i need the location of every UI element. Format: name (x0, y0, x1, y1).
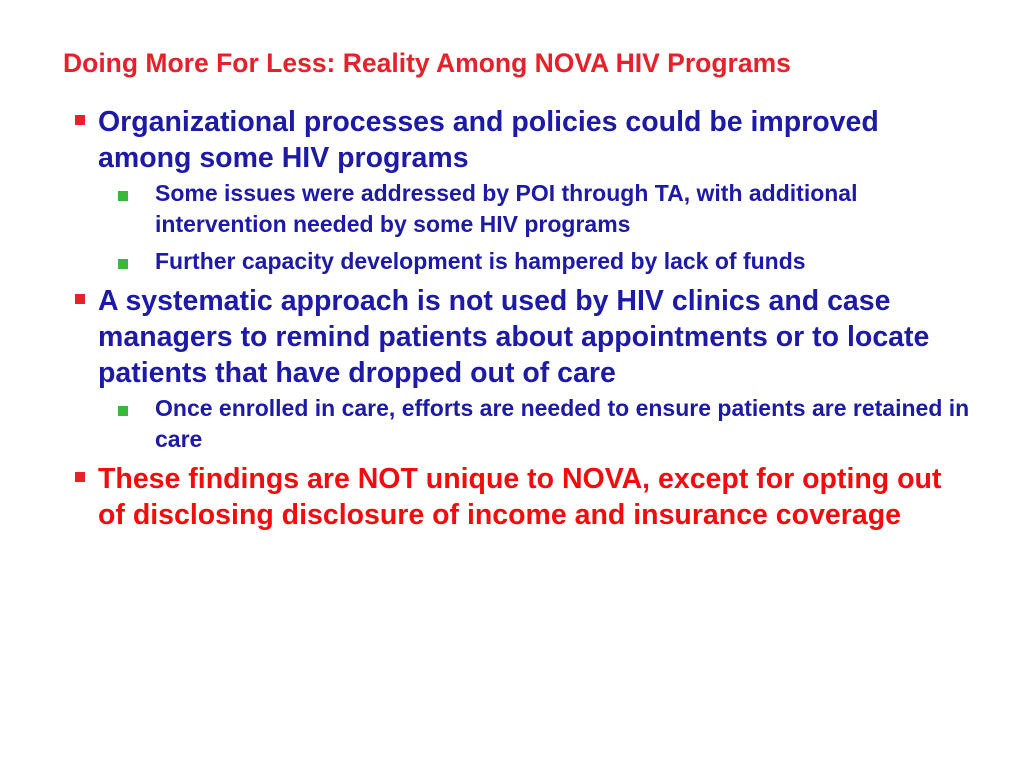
bullet-text: Organizational processes and policies could be improved among some HIV programs (98, 106, 879, 174)
square-bullet-icon (118, 406, 128, 416)
slide-title: Doing More For Less: Reality Among NOVA HIV Programs (63, 48, 791, 78)
bullet-item (70, 104, 970, 277)
square-bullet-icon (118, 191, 128, 201)
sub-bullet-item (98, 393, 970, 455)
sub-bullet-text: Some issues were addressed by POI through TA, with additional intervention needed by some HIV programs (155, 180, 858, 237)
bullet-text: A systematic approach is not used by HIV clinics and case managers to remind patients about appointments or to locate patients that have dropped out of care (98, 285, 930, 389)
square-bullet-icon (118, 259, 128, 269)
square-bullet-icon (75, 115, 85, 125)
sub-bullet-list (98, 393, 970, 455)
bullet-list (70, 104, 970, 535)
sub-bullet-text: Once enrolled in care, efforts are needed to ensure patients are retained in care (155, 395, 970, 452)
square-bullet-icon (75, 472, 85, 482)
sub-bullet-text: Further capacity development is hampered by lack of funds (155, 248, 806, 274)
sub-bullet-list (98, 178, 970, 277)
square-bullet-icon (75, 294, 85, 304)
bullet-item (70, 283, 970, 455)
bullet-text: These findings are NOT unique to NOVA, except for opting out of disclosing disclosure of income and insurance coverage (98, 463, 942, 531)
sub-bullet-item (98, 246, 970, 277)
bullet-item (70, 461, 970, 533)
sub-bullet-item (98, 178, 970, 240)
